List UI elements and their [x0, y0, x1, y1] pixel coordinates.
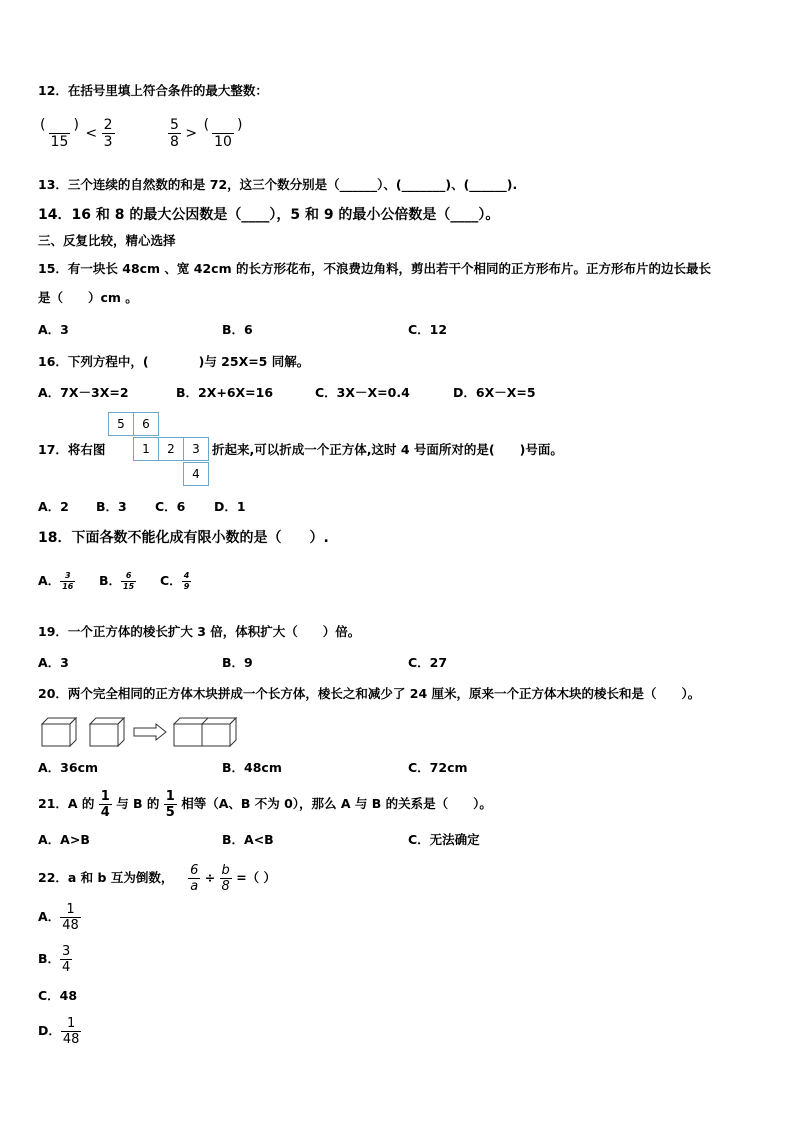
q19-option-b: B．9: [222, 655, 253, 670]
q16-option-b: B．2X+6X=16: [176, 385, 274, 400]
fraction-1-4: $\frac{1}{4}$: [100, 789, 110, 820]
q22-option-b: B． $\frac{3}{4}$: [38, 944, 71, 975]
fraction-4-9: $\frac{4}{9}$: [183, 571, 190, 591]
cube-middle-icon: [90, 718, 124, 746]
q15-option-b: B．6: [222, 322, 253, 337]
q12-fraction-2-3: $\frac{2}{3}$: [103, 117, 113, 150]
cuboid-icon: [174, 718, 236, 746]
section-3-title: 三、反复比较，精心选择: [38, 233, 176, 248]
q15-option-c: C．12: [408, 322, 448, 337]
fraction-6-15: $\frac{6}{15}$: [123, 571, 135, 591]
q20-option-a: A．36cm: [38, 760, 99, 775]
q12-stem: 12．在括号里填上符合条件的最大整数：: [38, 83, 268, 98]
net-face-1: 1: [133, 437, 159, 461]
q17-option-c: C．6: [155, 499, 186, 514]
fraction-1-48-d: $\frac{1}{48}$: [62, 1016, 80, 1047]
q13-stem: 13．三个连续的自然数的和是 72，这三个数分别是（______）、(_______)、(______).: [38, 177, 518, 192]
arrow-right-icon: [134, 724, 166, 740]
q12-blank-fraction: $\frac{( )}{15}$: [40, 117, 79, 150]
fraction-3-4: $\frac{3}{4}$: [62, 944, 71, 975]
q18-option-a: A． $\frac{3}{16}$: [38, 571, 74, 591]
q22-option-c: C．48: [38, 988, 78, 1003]
q18-stem: 18．下面各数不能化成有限小数的是（ ）.: [38, 530, 329, 546]
q22-stem: 22．a 和 b 互为倒数， $\frac{6}{a}$ ÷ $\frac{b}{8}$ =（ ）: [38, 863, 277, 894]
q19-stem: 19．一个正方体的棱长扩大 3 倍，体积扩大（ ）倍。: [38, 624, 361, 639]
cubes-join-diagram: [38, 712, 268, 750]
q19-option-a: A．3: [38, 655, 69, 670]
net-face-2: 2: [158, 437, 184, 461]
fraction-b-8: $\frac{b}{8}$: [221, 863, 230, 894]
q16-option-a: A．7X－3X=2: [38, 385, 129, 400]
q17-option-d: D．1: [214, 499, 246, 514]
q21-option-c: C．无法确定: [408, 832, 480, 847]
q16-option-d: D．6X－X=5: [453, 385, 536, 400]
q16-stem: 16．下列方程中，( )与 25X=5 同解。: [38, 354, 310, 369]
fraction-1-48: $\frac{1}{48}$: [62, 902, 79, 933]
q16-option-c: C．3X－X=0.4: [315, 385, 410, 400]
q20-stem: 20．两个完全相同的正方体木块拼成一个长方体，棱长之和减少了 24 厘米，原来一个正方体木块的棱长和是（ ）。: [38, 686, 701, 701]
q17-prefix: 17．将右图: [38, 442, 106, 457]
q12-fraction-5-8: $\frac{5}{8}$: [170, 117, 179, 150]
fraction-1-5: $\frac{1}{5}$: [165, 789, 175, 820]
fraction-6-a: $\frac{6}{a}$: [190, 863, 199, 894]
q21-stem: 21．A 的 $\frac{1}{4}$ 与 B 的 $\frac{1}{5}$ 相等（A、B 不为 0），那么 A 与 B 的关系是（ ）。: [38, 789, 492, 820]
q17-option-a: A．2: [38, 499, 69, 514]
fraction-3-16: $\frac{3}{16}$: [62, 571, 74, 591]
net-face-4: 4: [183, 462, 209, 486]
q14-stem: 14．16 和 8 的最大公因数是（____），5 和 9 的最小公倍数是（____）。: [38, 207, 500, 223]
q12-blank-fraction-2: $\frac{( )}{10}$: [203, 117, 243, 150]
cube-left-icon: [42, 718, 76, 746]
q18-option-b: B． $\frac{6}{15}$: [99, 571, 135, 591]
net-face-3: 3: [183, 437, 209, 461]
q17-suffix: 折起来,可以折成一个正方体,这时 4 号面所对的是( )号面。: [212, 442, 563, 457]
q15-stem-line2: 是（ ）cm 。: [38, 290, 138, 305]
net-face-5: 5: [108, 412, 134, 436]
q20-option-c: C．72cm: [408, 760, 468, 775]
q19-option-c: C．27: [408, 655, 448, 670]
q12-right-inequality: $\frac{5}{8}$ > $\frac{( )}{10}$: [170, 117, 243, 150]
q21-option-b: B．A<B: [222, 832, 274, 847]
q15-option-a: A．3: [38, 322, 69, 337]
q22-option-a: A． $\frac{1}{48}$: [38, 902, 79, 933]
q17-option-b: B．3: [96, 499, 127, 514]
net-face-6: 6: [133, 412, 159, 436]
q21-option-a: A．A>B: [38, 832, 90, 847]
q12-left-inequality: $\frac{( )}{15}$ < $\frac{2}{3}$: [40, 117, 113, 150]
q20-option-b: B．48cm: [222, 760, 282, 775]
q15-stem-line1: 15．有一块长 48cm 、宽 42cm 的长方形花布，不浪费边角料，剪出若干个相同的正方形布片。正方形布片的边长最长: [38, 261, 711, 276]
q22-option-d: D． $\frac{1}{48}$: [38, 1016, 80, 1047]
q18-option-c: C． $\frac{4}{9}$: [160, 571, 190, 591]
